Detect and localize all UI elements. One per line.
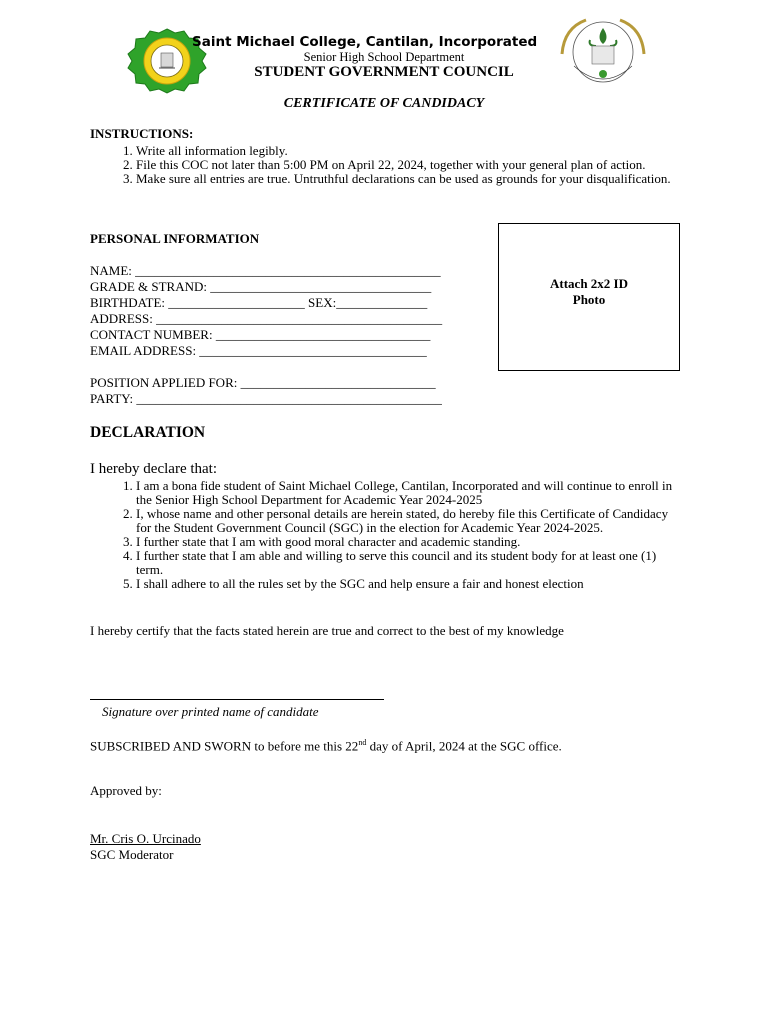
moderator-name: Mr. Cris O. Urcinado <box>90 831 201 846</box>
party-field[interactable]: PARTY: _______________________________________________ <box>90 391 442 406</box>
list-item: 3. Make sure all entries are true. Untruthful declarations can be used as grounds for your disqualification. <box>136 172 676 186</box>
instructions-list <box>90 144 676 186</box>
contact-number-field[interactable]: CONTACT NUMBER: _________________________________ <box>90 327 431 342</box>
moderator-title: SGC Moderator <box>90 847 174 862</box>
council-name: STUDENT GOVERNMENT COUNCIL <box>254 64 514 80</box>
name-field[interactable]: NAME: _______________________________________________ <box>90 263 441 278</box>
sworn-statement <box>90 736 562 753</box>
certify-statement: I hereby certify that the facts stated herein are true and correct to the best of my knowledge <box>90 623 564 638</box>
signature-line[interactable] <box>90 699 384 700</box>
document-title: CERTIFICATE OF CANDIDACY <box>283 96 485 111</box>
list-item: 1. I am a bona fide student of Saint Michael College, Cantilan, Incorporated and will continue to enroll in the Senior High School Department for Academic Year 2024-2025 <box>136 479 676 507</box>
sworn-text-before: SUBSCRIBED AND SWORN to before me this 22 <box>90 738 359 754</box>
list-item: 2. I, whose name and other personal details are herein stated, do hereby file this Certificate of Candidacy for the Student Government Council (SGC) in the election for Academic Year 2024-2025. <box>136 507 676 535</box>
signature-caption: Signature over printed name of candidate <box>102 704 319 719</box>
department-name: Senior High School Department <box>303 50 465 64</box>
list-item: 4. I further state that I am able and willing to serve this council and its student body for at least one (1) term. <box>136 549 676 577</box>
sworn-text-after: day of April, 2024 at the SGC office. <box>366 738 562 754</box>
position-field[interactable]: POSITION APPLIED FOR: ______________________________ <box>90 375 436 390</box>
address-field[interactable]: ADDRESS: ____________________________________________ <box>90 311 443 326</box>
declaration-intro: I hereby declare that: <box>90 461 218 477</box>
photo-label <box>498 276 680 308</box>
declaration-list <box>90 479 676 591</box>
birthdate-sex-field[interactable]: BIRTHDATE: _____________________ SEX:______________ <box>90 295 428 310</box>
list-item: 1. Write all information legibly. <box>136 144 676 158</box>
photo-label-line-2: Photo <box>572 292 606 307</box>
personal-info-heading: PERSONAL INFORMATION <box>90 231 260 246</box>
list-item: 3. I further state that I am with good moral character and academic standing. <box>136 535 676 549</box>
declaration-heading: DECLARATION <box>90 424 206 441</box>
school-name: Saint Michael College, Cantilan, Incorporated <box>192 34 538 50</box>
approved-by-label: Approved by: <box>90 783 162 798</box>
email-address-field[interactable]: EMAIL ADDRESS: ___________________________________ <box>90 343 427 358</box>
sworn-ordinal: nd <box>358 738 367 747</box>
instructions-heading: INSTRUCTIONS: <box>90 126 194 141</box>
photo-label-line-1: Attach 2x2 ID <box>550 276 628 291</box>
list-item: 2. File this COC not later than 5:00 PM on April 22, 2024, together with your general plan of action. <box>136 158 676 172</box>
grade-strand-field[interactable]: GRADE & STRAND: __________________________________ <box>90 279 432 294</box>
list-item: 5. I shall adhere to all the rules set by the SGC and help ensure a fair and honest election <box>136 577 676 591</box>
